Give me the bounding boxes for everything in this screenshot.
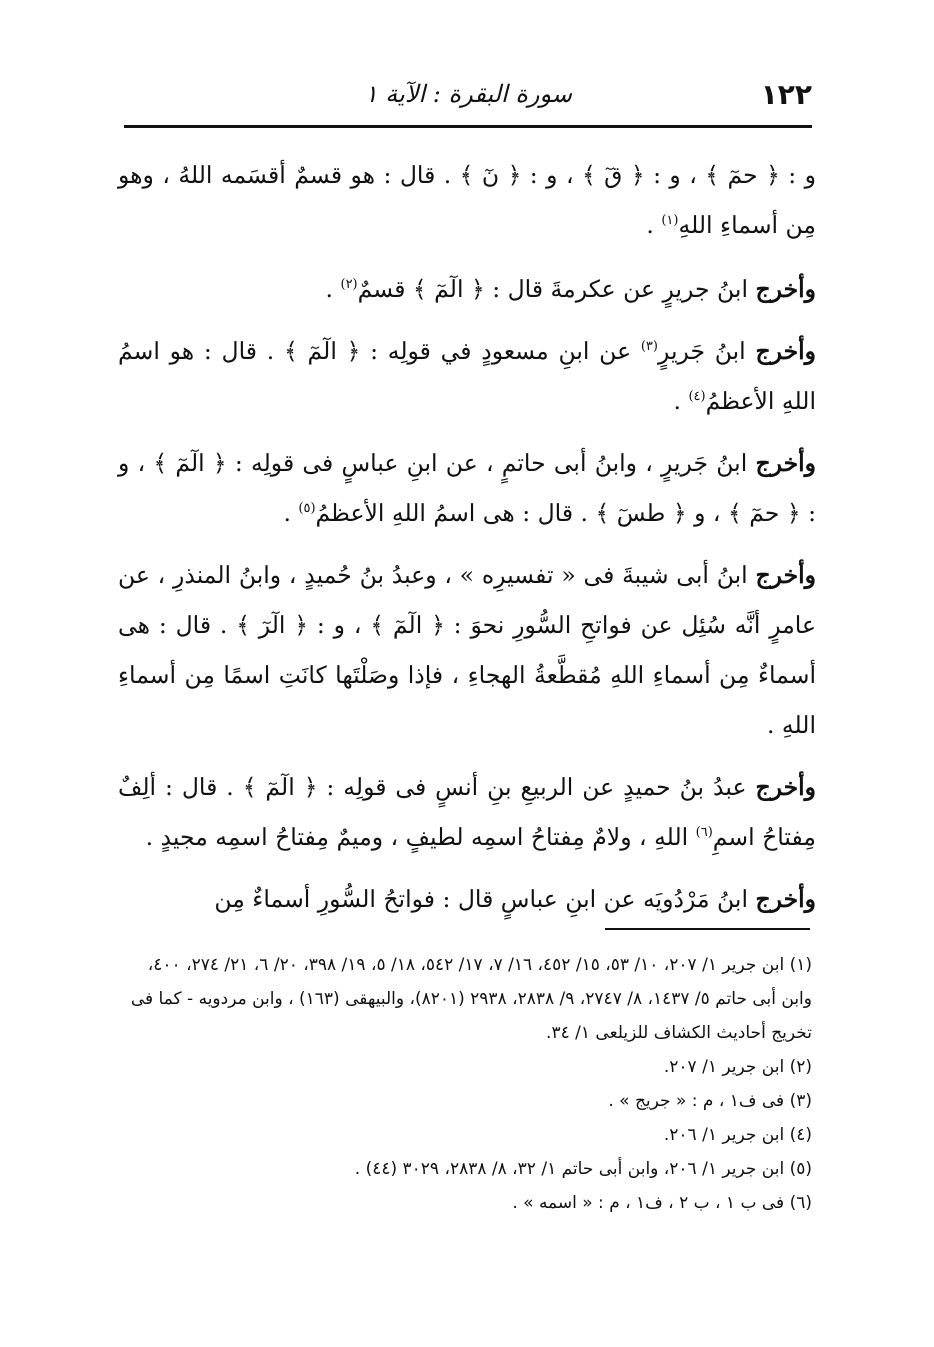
footnote-ref: (٥) bbox=[298, 501, 316, 517]
footnote-ref: (٢) bbox=[340, 277, 358, 293]
paragraph-lead: وأخرج bbox=[755, 275, 816, 303]
footnote-ref: (٣) bbox=[640, 339, 658, 355]
paragraph-text: ابنُ مَرْدُويَه عن ابنِ عباسٍ قال : فواتحُ السُّورِ أسماءٌ مِن bbox=[214, 885, 756, 913]
footnote: (٢) ابن جرير ١/ ٢٠٧. bbox=[663, 1057, 812, 1077]
footnote-ref: (٤) bbox=[688, 389, 706, 405]
paragraph bbox=[118, 550, 816, 750]
paragraph-text: ابنُ جَريرٍ ، وابنُ أبى حاتمٍ ، عن ابنِ عباسٍ فى قولِه : ﴿ الٓمٓ ﴾ ، و : ﴿ حمٓ ﴾ ، و ﴿ طسٓ ﴾ . قال : هى اسمُ اللهِ الأعظمُ bbox=[118, 449, 816, 527]
paragraph-tail: اللهِ ، ولامٌ مِفتاحُ اسمِه لطيفٍ ، وميمٌ مِفتاحُ اسمِه مجيدٍ . bbox=[145, 823, 696, 851]
page-header bbox=[124, 78, 812, 124]
paragraph bbox=[118, 438, 816, 538]
footnote: (٥) ابن جرير ١/ ٢٠٦، وابن أبى حاتم ١/ ٣٢، ٨/ ٢٨٣٨، ٣٠٢٩ (٤٤) . bbox=[354, 1159, 812, 1179]
paragraph-lead: وأخرج bbox=[755, 337, 816, 365]
paragraph-lead: وأخرج bbox=[755, 561, 816, 589]
paragraph-tail: . bbox=[673, 387, 689, 415]
footnote-ref: (٦) bbox=[695, 825, 713, 841]
paragraph-tail: عن ابنِ مسعودٍ في قولِه : ﴿ الٓمٓ ﴾ . قال : هو اسمُ اللهِ الأعظمُ bbox=[118, 337, 816, 415]
paragraph-tail: . bbox=[325, 275, 341, 303]
page-number: ١٢٢ bbox=[760, 78, 812, 111]
paragraph bbox=[118, 874, 816, 924]
footnotes bbox=[118, 948, 812, 1220]
paragraph-tail: . bbox=[646, 211, 662, 239]
paragraph-text: ابنُ جريرٍ عن عكرمةَ قال : ﴿ الٓمٓ ﴾ قسمٌ bbox=[357, 275, 756, 303]
footnote-separator bbox=[605, 928, 810, 930]
main-text bbox=[118, 150, 816, 936]
footnote: (٣) فى ف١ ، م : « جريج » . bbox=[608, 1091, 812, 1111]
paragraph bbox=[118, 150, 816, 250]
paragraph bbox=[118, 264, 816, 314]
paragraph-text: ابنُ جَريرٍ bbox=[657, 337, 756, 365]
footnote: (٤) ابن جرير ١/ ٢٠٦. bbox=[663, 1125, 812, 1145]
paragraph-lead: وأخرج bbox=[755, 449, 816, 477]
paragraph-lead: وأخرج bbox=[755, 773, 816, 801]
paragraph-lead: وأخرج bbox=[755, 885, 816, 913]
running-title: سورة البقرة : الآية ١ bbox=[364, 80, 572, 108]
header-rule bbox=[124, 125, 812, 128]
footnote: (٦) فى ب ١ ، ب ٢ ، ف١ ، م : « اسمه » . bbox=[512, 1193, 812, 1213]
footnote: (١) ابن جرير ١/ ٢٠٧، ١٠/ ٥٣، ١٥/ ٤٥٢، ١٦/ ٧، ١٧/ ٥٤٢، ١٨/ ٥، ١٩/ ٣٩٨، ٢٠/ ٦، ٢١/ ٢٧٤، ٤٠٠، وابن أبى حاتم ٥/ ١٤٣٧، ٨/ ٢٧٤٧، ٩/ ٢٨٣٨، ٢٩٣٨ (٨٢٠١)، والبيهقى (١٦٣) ، وابن مردويه - كما فى تخريج أحاديث الكشاف للزيلعى ١/ ٣٤. bbox=[130, 955, 812, 1043]
paragraph-text: و : ﴿ حمٓ ﴾ ، و : ﴿ قٓ ﴾ ، و : ﴿ نٓ ﴾ . قال : هو قسمٌ أقسَمه اللهُ ، وهو مِن أسماءِ اللهِ bbox=[118, 161, 816, 239]
paragraph-text: ابنُ أبى شيبةَ فى « تفسيرِه » ، وعبدُ بنُ حُميدٍ ، وابنُ المنذرِ ، عن عامرٍ أنَّه سُئِل عن فواتحِ السُّورِ نحوَ : ﴿ الٓمٓ ﴾ ، و : ﴿ الٓرٓ ﴾ . قال : هى أسماءٌ مِن أسماءِ اللهِ مُقطَّعةُ الهجاءِ ، فإذا وصَلْتَها كانَتِ اسمًا مِن أسماءِ اللهِ . bbox=[118, 561, 816, 739]
paragraph-tail: . bbox=[283, 499, 299, 527]
paragraph bbox=[118, 762, 816, 862]
paragraph bbox=[118, 326, 816, 426]
footnote-ref: (١) bbox=[661, 213, 679, 229]
paragraph-text: عبدُ بنُ حميدٍ عن الربيعِ بنِ أنسٍ فى قولِه : ﴿ الٓمٓ ﴾ . قال : ألِفٌ مِفتاحُ اسمِ bbox=[118, 773, 816, 851]
